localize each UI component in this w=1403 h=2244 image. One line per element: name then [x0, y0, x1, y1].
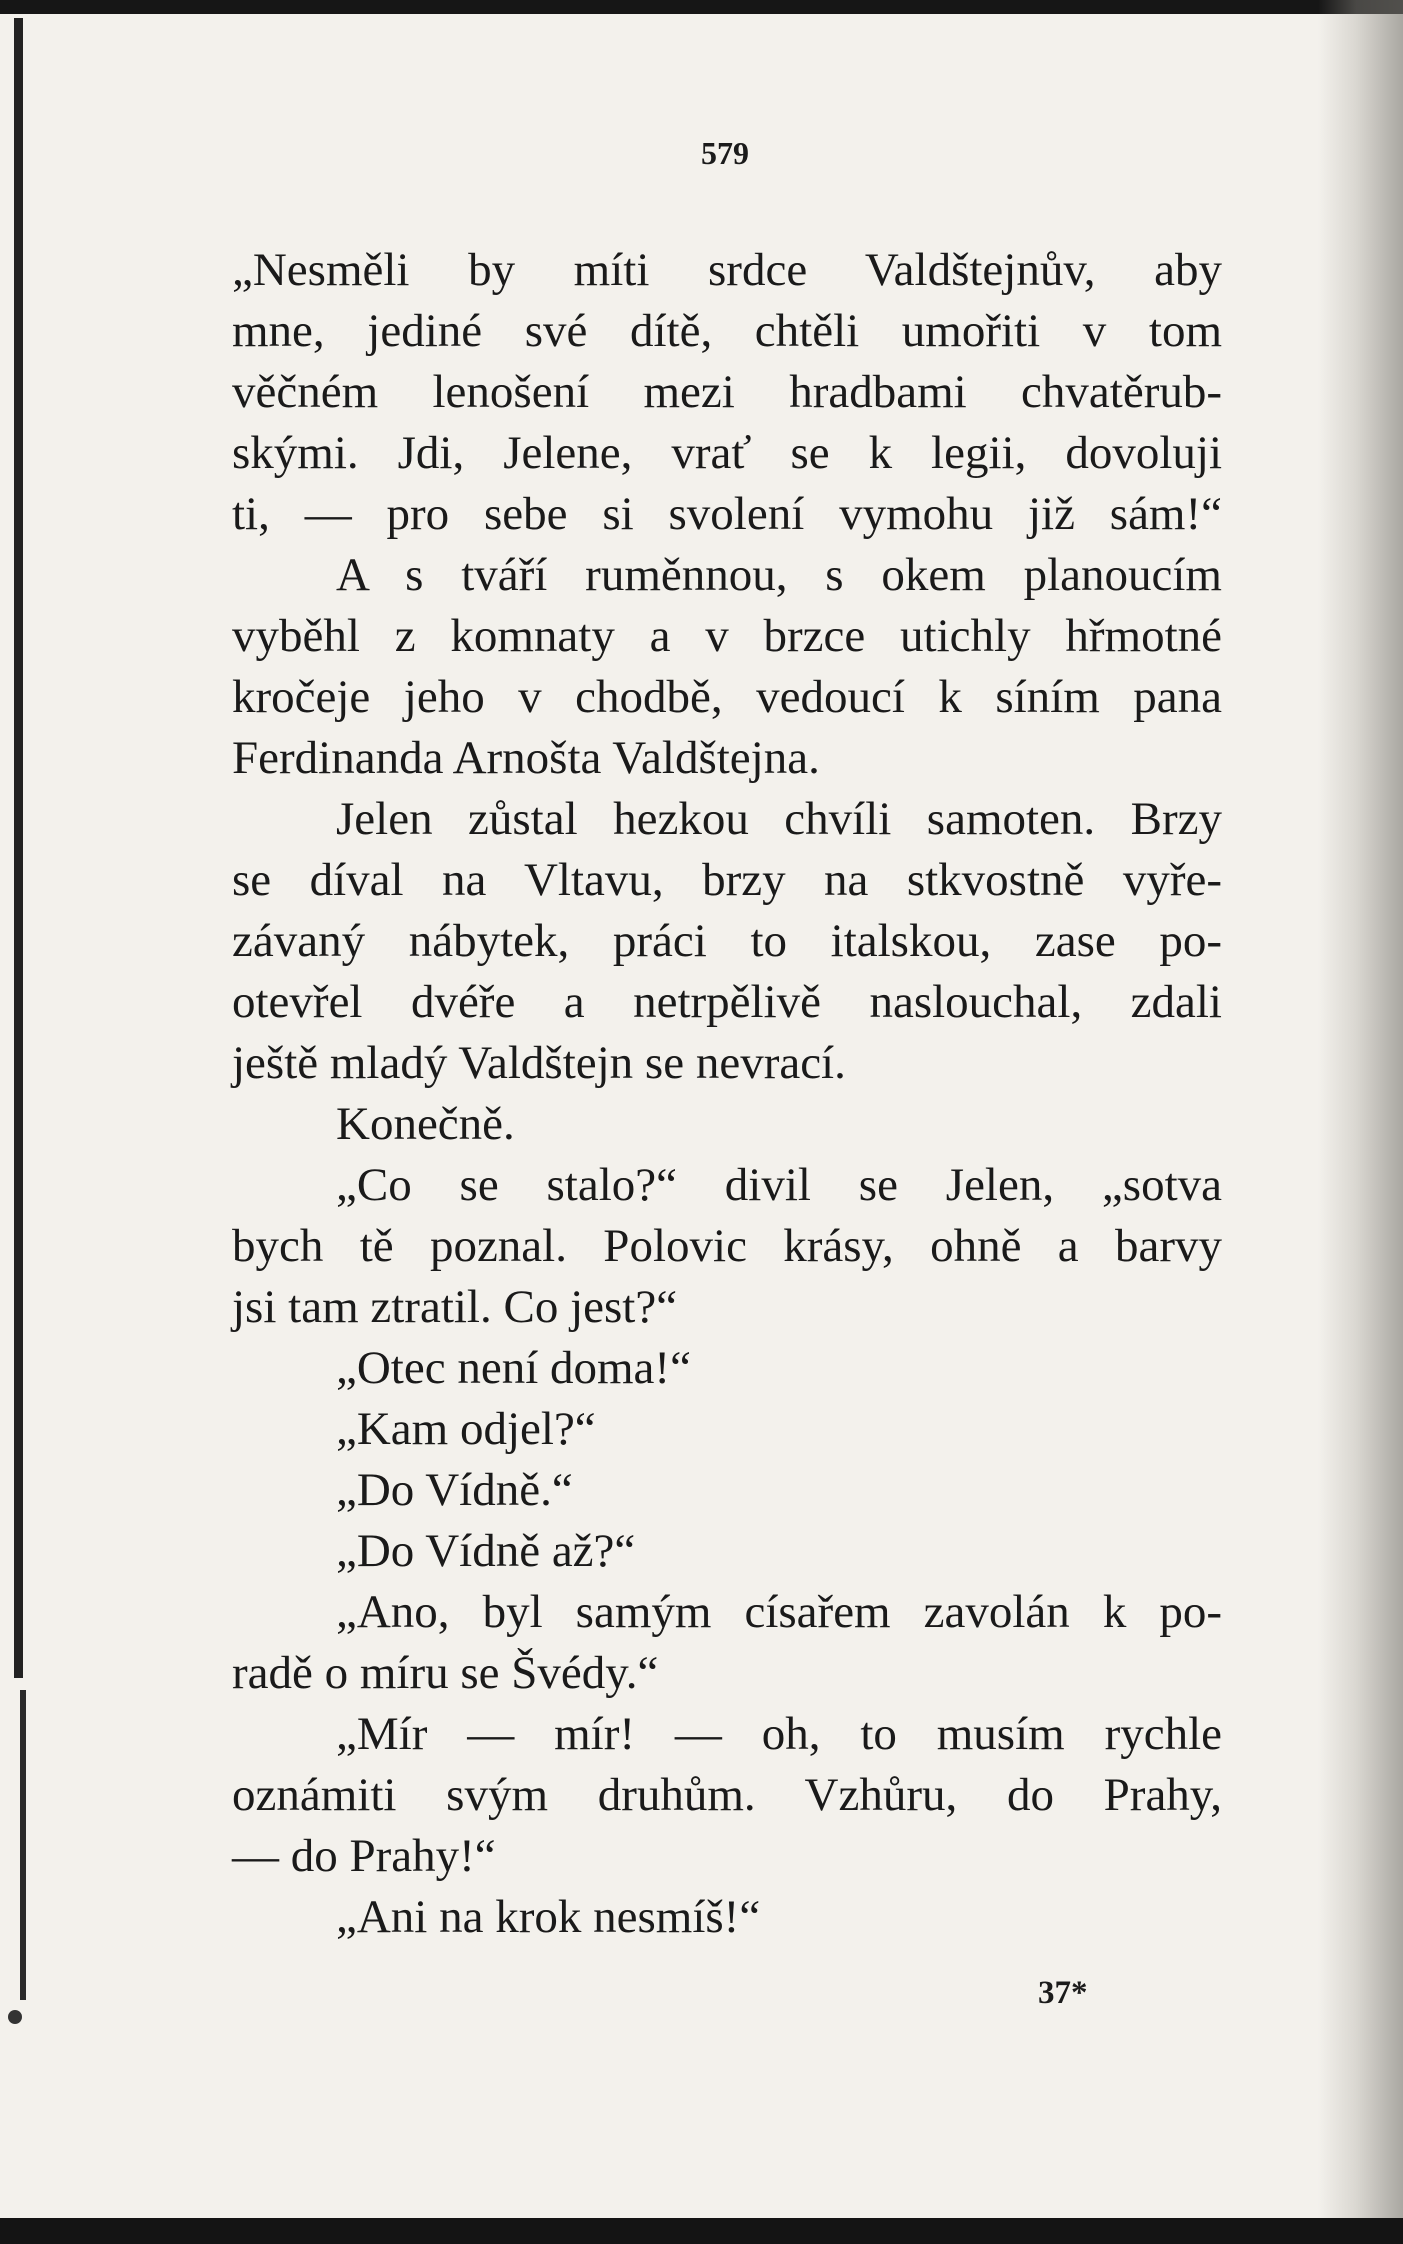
text-line: závaný nábytek, práci to italskou, zase po- [232, 915, 1222, 967]
text-line: — do Prahy!“ [232, 1830, 496, 1882]
text-line: „Ano, byl samým císařem zavolán k po- [336, 1586, 1222, 1638]
text-line: „Mír — mír! — oh, to musím rychle [336, 1708, 1222, 1760]
text-line: Ferdinanda Arnošta Valdštejna. [232, 732, 820, 784]
text-line: „Nesměli by míti srdce Valdštejnův, aby [232, 244, 1222, 296]
text-line: „Do Vídně až?“ [336, 1525, 636, 1577]
text-line: kročeje jeho v chodbě, vedoucí k síním pana [232, 671, 1222, 723]
text-line: ti, — pro sebe si svolení vymohu již sám!“ [232, 488, 1222, 540]
page-edge-shadow [1318, 0, 1403, 2244]
text-line: Jelen zůstal hezkou chvíli samoten. Brzy [336, 793, 1222, 845]
text-line: vyběhl z komnaty a v brzce utichly hřmotné [232, 610, 1222, 662]
page-number: 579 [701, 135, 749, 171]
text-line: „Otec není doma!“ [336, 1342, 691, 1394]
text-line: „Kam odjel?“ [336, 1403, 596, 1455]
text-line: „Do Vídně.“ [336, 1464, 573, 1516]
text-line: otevřel dvéře a netrpělivě naslouchal, zdali [232, 976, 1222, 1028]
scan-top-edge [0, 0, 1403, 14]
text-line: ještě mladý Valdštejn se nevrací. [232, 1037, 846, 1089]
text-line: věčném lenošení mezi hradbami chvatěrub- [232, 366, 1222, 418]
text-line: mne, jediné své dítě, chtěli umořiti v tom [232, 305, 1222, 357]
text-line: skými. Jdi, Jelene, vrať se k legii, dovoluji [232, 427, 1222, 479]
text-line: se díval na Vltavu, brzy na stkvostně vyře- [232, 854, 1222, 906]
scan-bottom-edge [0, 2218, 1403, 2244]
text-line: „Co se stalo?“ divil se Jelen, „sotva [336, 1159, 1222, 1211]
text-line: Konečně. [336, 1098, 515, 1150]
text-line: radě o míru se Švédy.“ [232, 1647, 659, 1699]
signature-mark: 37* [1038, 1975, 1088, 2011]
binding-shadow [14, 18, 23, 1678]
binding-shadow-lower [20, 1690, 26, 2000]
text-line: jsi tam ztratil. Co jest?“ [232, 1281, 678, 1333]
body-text [232, 240, 1222, 1948]
text-line: bych tě poznal. Polovic krásy, ohně a barvy [232, 1220, 1222, 1272]
text-line: „Ani na krok nesmíš!“ [336, 1891, 761, 1943]
text-line: A s tváří ruměnnou, s okem planoucím [336, 549, 1222, 601]
ink-mark [8, 2010, 22, 2024]
text-line: oznámiti svým druhům. Vzhůru, do Prahy, [232, 1769, 1222, 1821]
